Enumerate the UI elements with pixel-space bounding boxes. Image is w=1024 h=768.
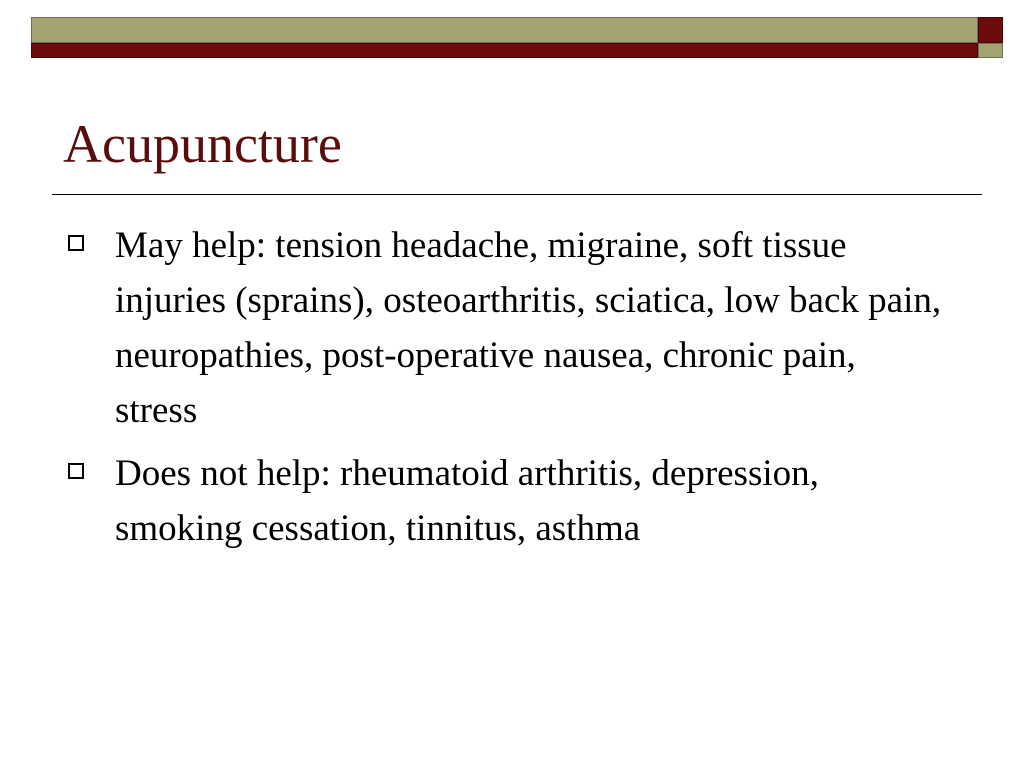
corner-square-red <box>978 17 1003 43</box>
bullet-text: Does not help: rheumatoid arthritis, depression, smoking cessation, tinnitus, asthma <box>115 453 819 549</box>
corner-square-olive <box>978 43 1003 58</box>
bullet-list <box>62 218 942 564</box>
slide-title: Acupuncture <box>63 114 342 174</box>
bullet-item <box>62 218 942 438</box>
header-bar-olive <box>31 17 978 43</box>
hollow-square-icon <box>68 235 84 251</box>
header-bar-red <box>31 43 978 58</box>
hollow-square-icon <box>68 463 84 479</box>
title-divider <box>52 194 982 195</box>
bullet-text: May help: tension headache, migraine, soft tissue injuries (sprains), osteoarthritis, sciatica, low back pain, neuropathies, post-operative nausea, chronic pain, stress <box>115 225 942 431</box>
bullet-item <box>62 446 942 556</box>
